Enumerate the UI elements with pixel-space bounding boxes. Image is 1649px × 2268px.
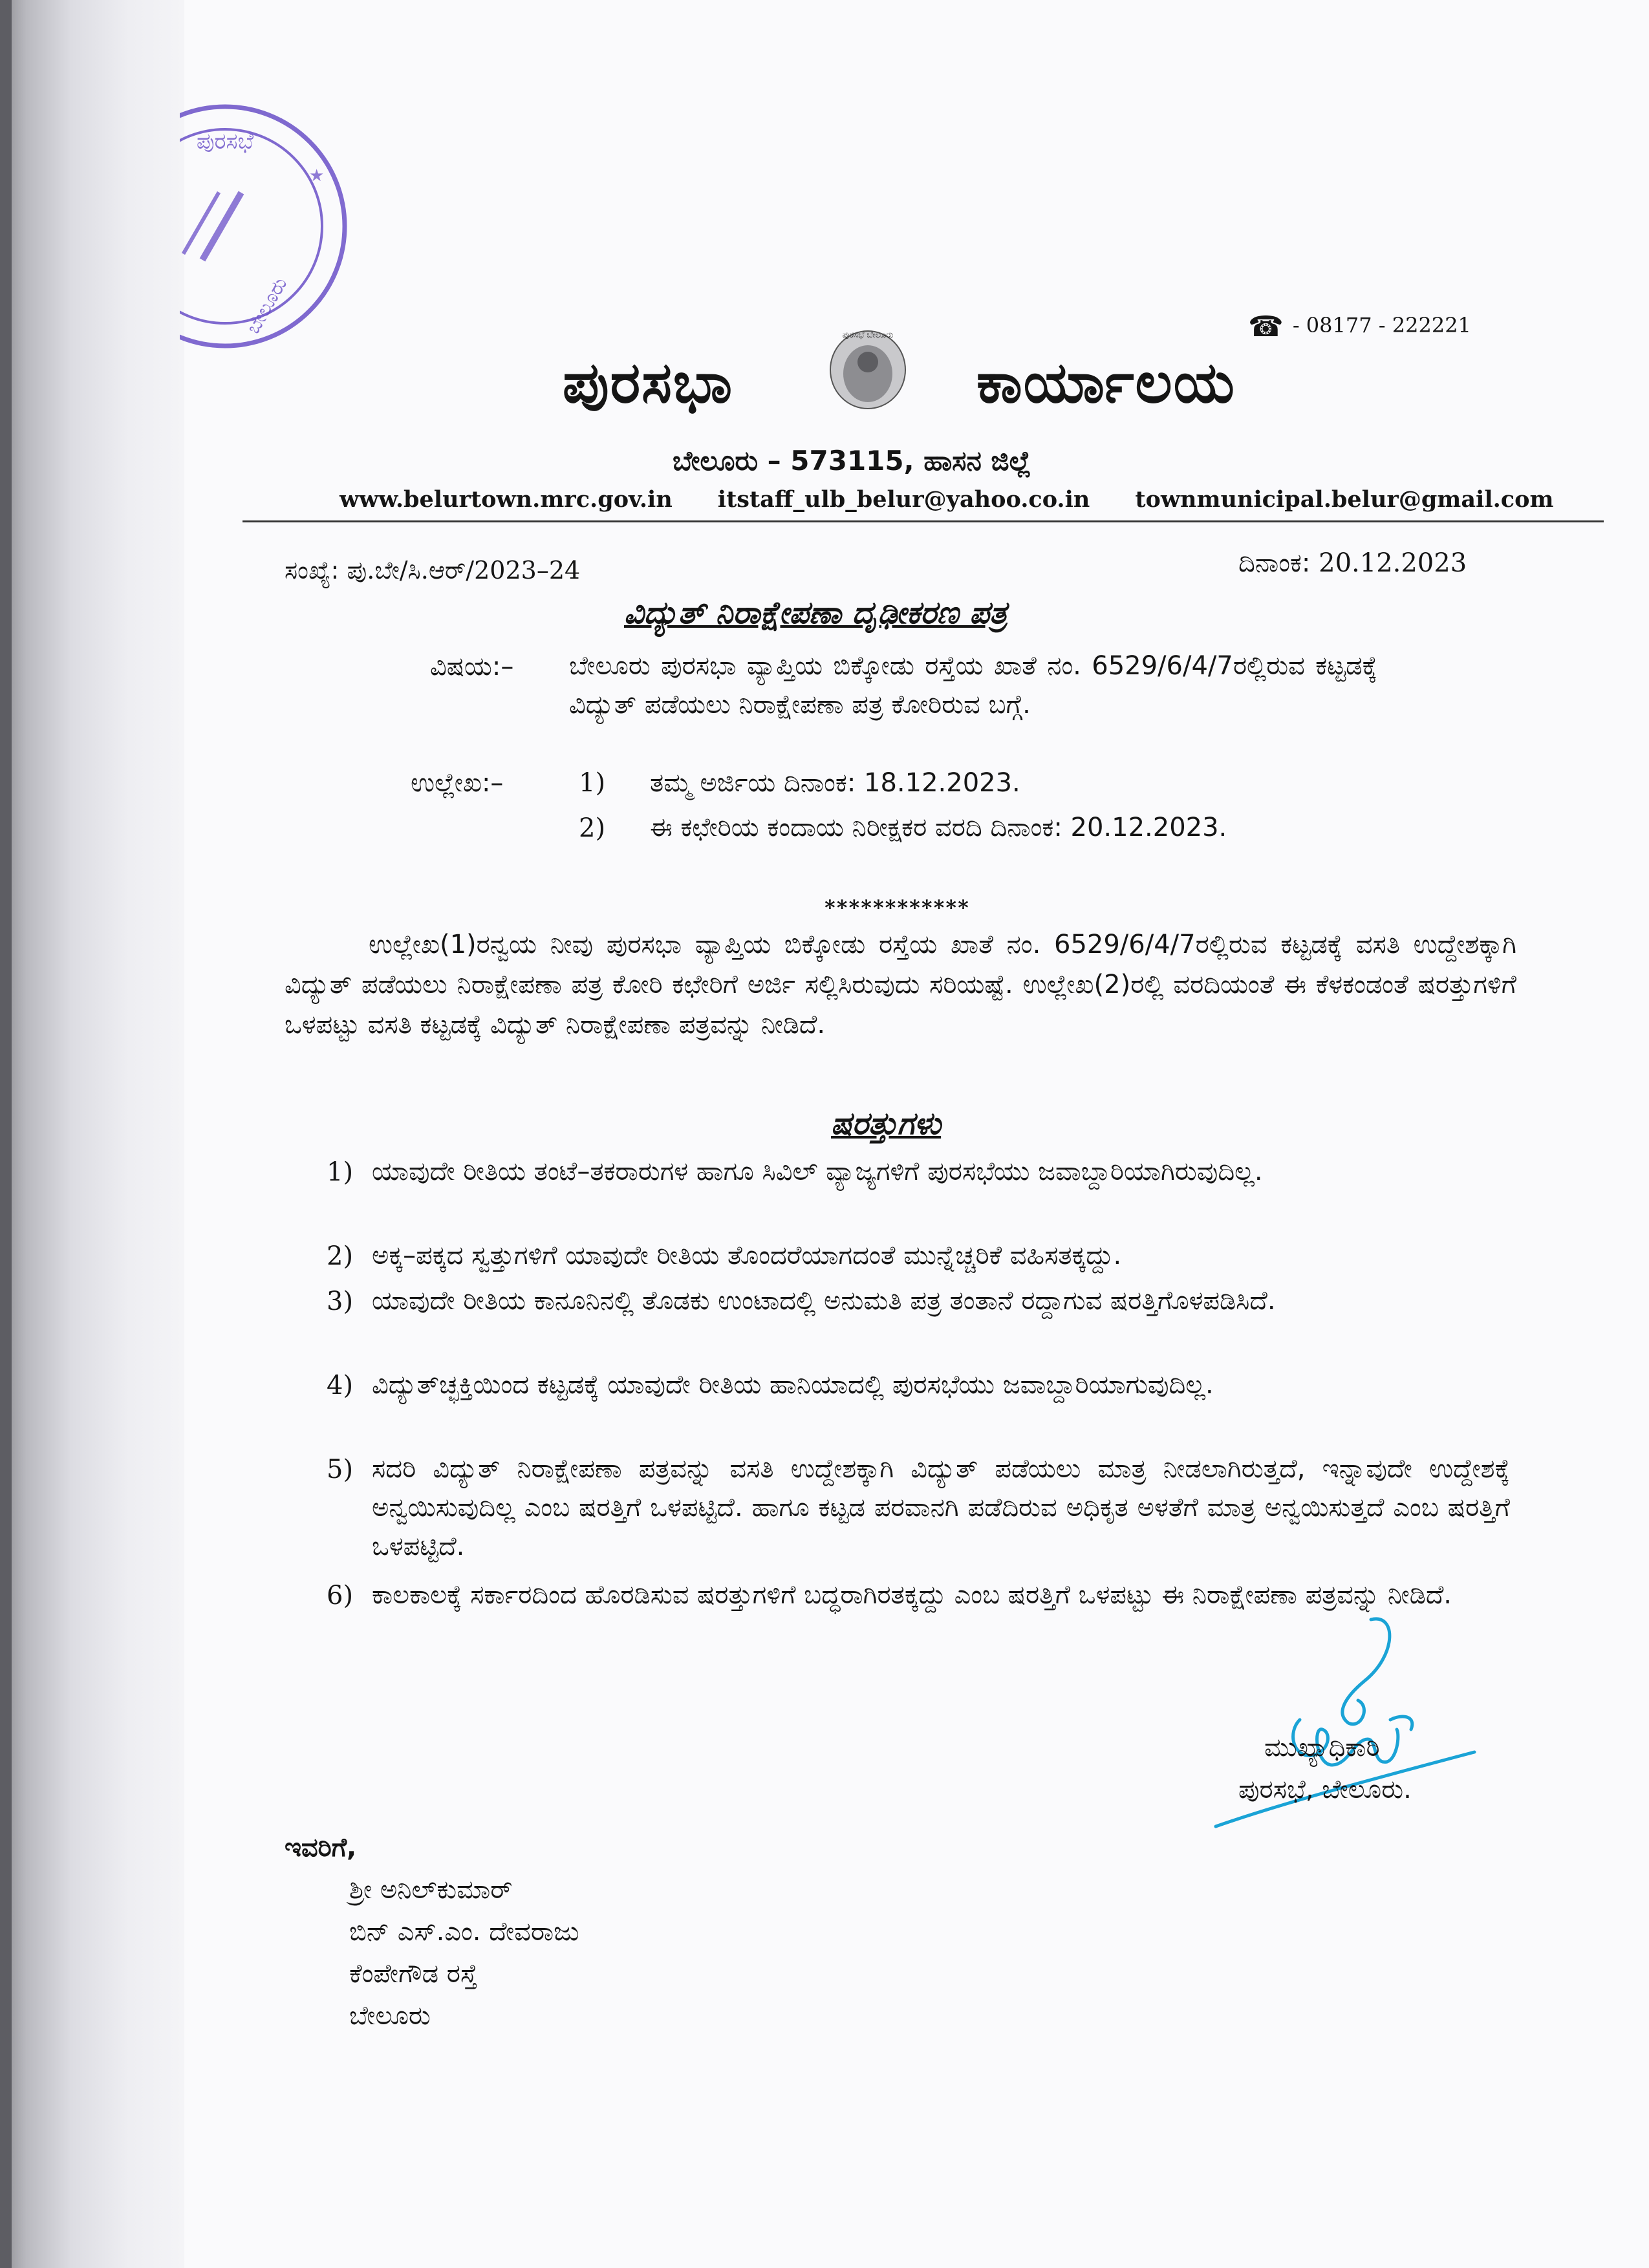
email-link-2[interactable]: townmunicipal.belur@gmail.com <box>1135 486 1554 513</box>
reference-text-1: ತಮ್ಮ ಅರ್ಜಿಯ ದಿನಾಂಕ: 18.12.2023. <box>650 768 1020 798</box>
recipient-line: ಕೆಂಪೇಗೌಡ ರಸ್ತೆ <box>349 1959 478 1989</box>
condition-text: ಯಾವುದೇ ರೀತಿಯ ತಂಟೆ–ತಕರಾರುಗಳ ಹಾಗೂ ಸಿವಿಲ್ ವ್ಯಾಜ್ಯಗಳಿಗೆ ಪುರಸಭೆಯು ಜವಾಬ್ದಾರಿಯಾಗಿರುವುದಿಲ್ಲ. <box>372 1157 1263 1186</box>
condition-number: 6) <box>327 1581 354 1610</box>
reference-number <box>285 556 580 585</box>
contact-line <box>339 486 1599 513</box>
condition-number: 5) <box>327 1455 354 1484</box>
phone-number <box>1248 310 1471 343</box>
condition-number: 2) <box>327 1241 354 1271</box>
email-link-1[interactable]: itstaff_ulb_belur@yahoo.co.in <box>717 486 1090 513</box>
separator-stars: ************ <box>824 895 970 920</box>
scanner-shadow <box>0 0 184 2268</box>
signatory-title: ಮುಖ್ಯಾಧಿಕಾರಿ <box>1264 1733 1380 1762</box>
signatory-office: ಪುರಸಭೆ, ಬೇಲೂರು. <box>1238 1775 1412 1804</box>
condition-text: ಸದರಿ ವಿದ್ಯುತ್ ನಿರಾಕ್ಷೇಪಣಾ ಪತ್ರವನ್ನು ವಸತಿ ಉದ್ದೇಶಕ್ಕಾಗಿ ವಿದ್ಯುತ್ ಪಡೆಯಲು ಮಾತ್ರ ನೀಡಲಾಗಿರುತ್ತದೆ, ಇನ್ನಾವುದೇ ಉದ್ದೇಶಕ್ಕೆ ಅನ್ವಯಿಸುವುದಿಲ್ಲ ಎಂಬ ಷರತ್ತಿಗೆ ಒಳಪಟ್ಟಿದೆ. ಹಾಗೂ ಕಟ್ಟಡ ಪರವಾನಗಿ ಪಡೆದಿರುವ ಅಧಿಕೃತ ಅಳತೆಗೆ ಮಾತ್ರ ಅನ್ವಯಿಸುತ್ತದೆ ಎಂಬ ಷರತ್ತಿಗೆ ಒಳಪಟ್ಟಿದೆ. <box>372 1454 1510 1561</box>
letter-date <box>1238 548 1467 578</box>
condition-number: 3) <box>327 1287 354 1316</box>
header-divider <box>242 520 1604 522</box>
reference-text-2: ಈ ಕಛೇರಿಯ ಕಂದಾಯ ನಿರೀಕ್ಷಕರ ವರದಿ ದಿನಾಂಕ: 20.12.2023. <box>650 813 1227 842</box>
date-value: 20.12.2023 <box>1319 548 1467 578</box>
subject-text: ಬೇಲೂರು ಪುರಸಭಾ ವ್ಯಾಪ್ತಿಯ ಬಿಕ್ಕೋಡು ರಸ್ತೆಯ ಖಾತೆ ನಂ. 6529/6/4/7ರಲ್ಲಿರುವ ಕಟ್ಟಡಕ್ಕೆ ವಿದ್ಯುತ್ ಪಡೆಯಲು ನಿರಾಕ್ಷೇಪಣಾ ಪತ್ರ ಕೋರಿರುವ ಬಗ್ಗೆ. <box>569 651 1377 720</box>
letter-heading: ವಿದ್ಯುತ್ ನಿರಾಕ್ಷೇಪಣಾ ದೃಢೀಕರಣ ಪತ್ರ <box>624 595 1008 631</box>
date-label: ದಿನಾಂಕ: <box>1238 548 1319 578</box>
office-seal-stamp <box>180 91 356 349</box>
office-title-right: ಕಾರ್ಯಾಲಯ <box>976 349 1236 416</box>
telephone-icon: ☎ <box>1248 310 1284 343</box>
ref-label: ಸಂಖ್ಯೆ: <box>285 556 347 584</box>
condition-number: 1) <box>327 1157 354 1187</box>
scanner-edge <box>0 0 12 2268</box>
municipal-emblem-logo <box>816 323 920 414</box>
subject-label: ವಿಷಯ:– <box>430 652 514 681</box>
recipient-line: ಬೇಲೂರು <box>349 2001 431 2031</box>
recipient-label: ಇವರಿಗೆ, <box>285 1833 357 1863</box>
reference-number-2: 2) <box>579 813 606 843</box>
seal-text-top: ಪುರಸಭೆ <box>196 129 254 155</box>
conditions-heading: ಷರತ್ತುಗಳು <box>831 1106 942 1142</box>
condition-text: ಯಾವುದೇ ರೀತಿಯ ಕಾನೂನಿನಲ್ಲಿ ತೊಡಕು ಉಂಟಾದಲ್ಲಿ ಅನುಮತಿ ಪತ್ರ ತಂತಾನೆ ರದ್ದಾಗುವ ಷರತ್ತಿಗೊಳಪಡಿಸಿದೆ. <box>372 1286 1276 1316</box>
condition-text: ಕಾಲಕಾಲಕ್ಕೆ ಸರ್ಕಾರದಿಂದ ಹೊರಡಿಸುವ ಷರತ್ತುಗಳಿಗೆ ಬದ್ಧರಾಗಿರತಕ್ಕದ್ದು ಎಂಬ ಷರತ್ತಿಗೆ ಒಳಪಟ್ಟು ಈ ನಿರಾಕ್ಷೇಪಣಾ ಪತ್ರವನ್ನು ನೀಡಿದೆ. <box>372 1580 1452 1610</box>
office-address: ಬೇಲೂರು – 573115, ಹಾಸನ ಜಿಲ್ಲೆ <box>673 445 1031 476</box>
website-link[interactable]: www.belurtown.mrc.gov.in <box>339 486 673 513</box>
seal-text-bottom: ಬೇಲೂರು <box>242 273 292 338</box>
recipient-line: ಬಿನ್ ಎಸ್.ಎಂ. ದೇವರಾಜು <box>349 1917 579 1947</box>
condition-text: ವಿದ್ಯುತ್‌ಚ್ಛಕ್ತಿಯಿಂದ ಕಟ್ಟಡಕ್ಕೆ ಯಾವುದೇ ರೀತಿಯ ಹಾನಿಯಾದಲ್ಲಿ ಪುರಸಭೆಯು ಜವಾಬ್ದಾರಿಯಾಗುವುದಿಲ್ಲ. <box>372 1370 1214 1400</box>
svg-text:★: ★ <box>309 166 325 186</box>
reference-label: ಉಲ್ಲೇಖ:– <box>411 768 504 798</box>
reference-number-1: 1) <box>579 768 606 798</box>
recipient-line: ಶ್ರೀ ಅನಿಲ್‌ಕುಮಾರ್ <box>349 1875 513 1905</box>
condition-text: ಅಕ್ಕ–ಪಕ್ಕದ ಸ್ವತ್ತುಗಳಿಗೆ ಯಾವುದೇ ರೀತಿಯ ತೊಂದರೆಯಾಗದಂತೆ ಮುನ್ನೆಚ್ಚರಿಕೆ ವಹಿಸತಕ್ಕದ್ದು. <box>372 1241 1122 1270</box>
condition-number: 4) <box>327 1371 354 1400</box>
phone-text: - 08177 - 222221 <box>1292 313 1471 337</box>
ref-value: ಪು.ಬೇ/ಸಿ.ಆರ್/2023–24 <box>347 556 581 584</box>
office-title-left: ಪುರಸಭಾ <box>563 349 734 416</box>
emblem-caption: ಪುರಸಭೆ ಬೇಲೂರು <box>842 330 894 340</box>
body-paragraph: ಉಲ್ಲೇಖ(1)ರನ್ವಯ ನೀವು ಪುರಸಭಾ ವ್ಯಾಪ್ತಿಯ ಬಿಕ್ಕೋಡು ರಸ್ತೆಯ ಖಾತೆ ನಂ. 6529/6/4/7ರಲ್ಲಿರುವ ಕಟ್ಟಡಕ್ಕೆ ವಸತಿ ಉದ್ದೇಶಕ್ಕಾಗಿ ವಿದ್ಯುತ್ ಪಡೆಯಲು ನಿರಾಕ್ಷೇಪಣಾ ಪತ್ರ ಕೋರಿ ಕಛೇರಿಗೆ ಅರ್ಜಿ ಸಲ್ಲಿಸಿರುವುದು ಸರಿಯಷ್ಟೆ. ಉಲ್ಲೇಖ(2)ರಲ್ಲಿ ವರದಿಯಂತೆ ಈ ಕೆಳಕಂಡಂತೆ ಷರತ್ತುಗಳಿಗೆ ಒಳಪಟ್ಟು ವಸತಿ ಕಟ್ಟಡಕ್ಕೆ ವಿದ್ಯುತ್ ನಿರಾಕ್ಷೇಪಣಾ ಪತ್ರವನ್ನು ನೀಡಿದೆ. <box>285 930 1516 1040</box>
signature-scribble <box>1203 1610 1494 1843</box>
